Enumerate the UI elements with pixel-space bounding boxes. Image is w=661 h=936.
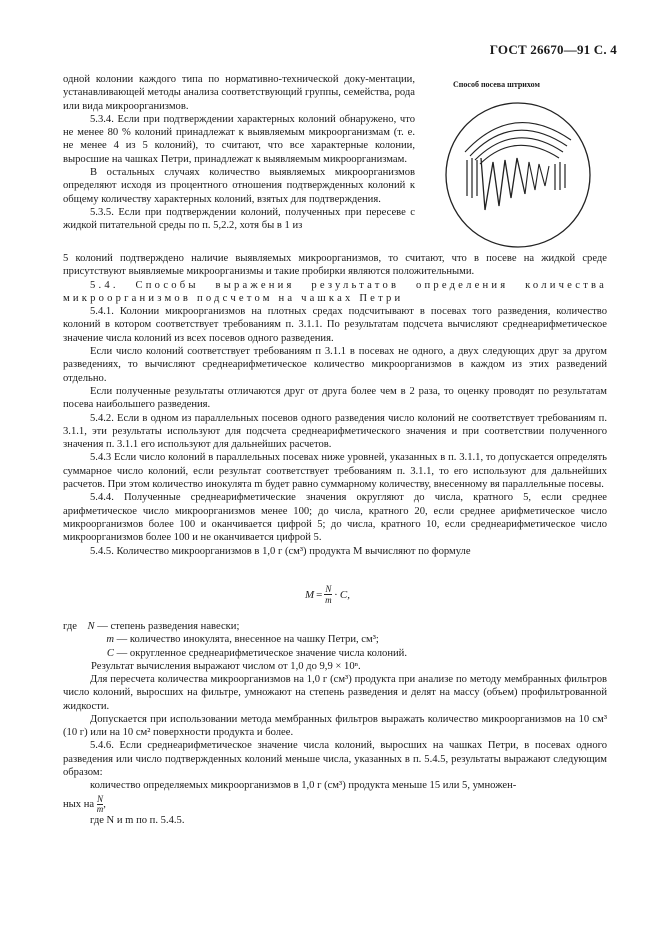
legend-symbol: m <box>106 634 114 646</box>
legend-text: — степень разведения навески; <box>97 621 240 632</box>
legend-row <box>63 647 407 660</box>
legend-symbol: C <box>106 647 114 659</box>
line-text: ных на <box>63 798 95 810</box>
formula-eq: = <box>316 588 323 601</box>
result-line: Результат вычисления выражают числом от 1,0 до 9,9 × 10ⁿ. <box>91 660 361 672</box>
paragraph: одной колонии каждого типа по нормативно-технической доку-ментации, устанавливающей методы анализа соответствующий группы, семейства, рода или вида микроорганизмов. <box>63 74 415 112</box>
formula-fraction <box>324 584 332 605</box>
formula-lhs: M <box>305 588 315 601</box>
paragraph-5-3-5: 5.3.5. Если при подтверждении колоний, полученных при пересеве с жидкой питательной среды по п. 5,2.2, хотя бы в 1 из <box>63 206 415 232</box>
paragraph: В остальных случаях количество выявляемых микроорганизмов определяют исходя из процентного отношения подтвержденных колоний к общему количеству характерных колоний, взятых для подтверждения. <box>63 167 415 205</box>
paragraph: Если число колоний соответствует требованиям п 3.1.1 в посевах не одного, а двух следующих друг за другом разведениях, то вычисляют среднеарифметическое количество микроорганизмов в каждом из этих разведений отдельно. <box>63 346 607 384</box>
formula-denominator: m <box>325 595 332 605</box>
paragraph: 5 колоний подтверждено наличие выявляемых микроорганизмов, то считают, что в посеве на жидкой среде присутствуют выявляемые микроорганизмы и такие пробирки являются положительными. <box>63 253 607 278</box>
paragraph-5-4-5: 5.4.5. Количество микроорганизмов в 1,0 г (см³) продукта M вычисляют по формуле <box>90 545 471 557</box>
figure-caption: Способ посева штрихом <box>453 80 540 89</box>
formula <box>305 584 350 605</box>
streak-method-figure <box>443 100 593 255</box>
paragraph: Допускается при использовании метода мембранных фильтров выражать количество микроорганизмов на 10 см³ (10 г) или на 10 см² поверхности продукта и более. <box>63 713 607 739</box>
bottom-text-block <box>63 673 607 827</box>
paragraph-5-4-6: 5.4.6. Если среднеарифметическое значение числа колоний, выросших на чашках Петри, в посевах одного разведения или число подтвержденных колоний меньше числа, указанных в п. 5.4.5, результаты выражают следующим образом: <box>63 740 607 779</box>
legend-text: — округленное среднеарифметическое значение числа колоний. <box>116 647 407 659</box>
legend-prefix: где <box>63 621 77 632</box>
paragraph-5-4-3: 5.4.3 Если число колоний в параллельных посевах ниже уровней, указанных в п. 3.1.1, то допускается определять суммарное число колоний, если результат соответствует требованиям п. 3.1.1, то его используют для дальнейших расчетов. При этом количество инокулята m будет равно суммарному количеству, внесенному вя параллельные посевы. <box>63 452 607 491</box>
paragraph: Для пересчета количества микроорганизмов на 1,0 г (см³) продукта при анализе по методу мембранных фильтров число колоний, выросших на фильтре, умножают на степень разведения и делят на массу (объем) профильтрованной жидкости. <box>63 674 607 712</box>
legend-row <box>63 633 407 646</box>
formula-rhs: · C, <box>334 588 350 601</box>
paragraph-fraction-line <box>63 795 607 814</box>
formula-legend <box>63 620 407 673</box>
line-text: , <box>103 798 106 810</box>
fraction-numerator: N <box>97 793 104 804</box>
final-line: где N и m по п. 5.4.5. <box>90 814 185 826</box>
paragraph-5-4-2: 5.4.2. Если в одном из параллельных посевов одного разведения число колоний не соответствует требованиям п. 3.1.1, эти результаты используют для подсчета среднеарифметического значения и при соответствии полученного значения п. 3.1.1 его используют для дальнейших расчетов. <box>63 412 607 451</box>
legend-row <box>63 620 407 633</box>
page-header: ГОСТ 26670—91 С. 4 <box>489 42 617 57</box>
main-text-block <box>63 252 607 558</box>
paragraph-5-4-4: 5.4.4. Полученные среднеарифметические значения округляют до числа, кратного 5, если среднее арифметическое число микроорганизмов менее 100; до числа, кратного 20, если среднее арифметическое число микроорганизмов более 100 и оканчивается цифрой 5; до числа, кратного 10, если среднеарифметическое число микроорганизмов более 100 и не оканчивается цифрой 5. <box>63 492 607 544</box>
legend-text: — количество инокулята, внесенное на чашку Петри, см³; <box>116 634 379 646</box>
formula-numerator: N <box>325 584 332 594</box>
section-heading-5-4: 5.4. Способы выражения результатов определения количества микроорганизмов подсчетом на чашках Петри <box>63 279 607 304</box>
paragraph-5-4-1: 5.4.1. Колонии микроорганизмов на плотных средах подсчитывают в посевах того разведения, количество колоний в котором соответствует требованиям п. 3.1.1. По результатам подсчета вычисляют среднеарифметическое значение числа колоний из всех посевов одного разведения. <box>63 306 607 344</box>
fraction-denominator: m <box>96 803 104 814</box>
top-text-block <box>63 73 415 233</box>
paragraph: количество определяемых микроорганизмов в 1,0 г (см³) продукта меньше 15 или 5, умножен- <box>90 780 517 792</box>
paragraph-5-3-4: 5.3.4. Если при подтверждении характерных колоний обнаружено, что не менее 80 % колоний принадлежат к выявляемым микроорганизмам (т. е. не менее 4 из 5 колоний), то считают, что все характерные колонии, выросшие на чашках Петри, принадлежат к выявляемым микроорганизмам. <box>63 113 415 165</box>
paragraph: Если полученные результаты отличаются друг от друга более чем в 2 раза, то оценку проводят по результатам посева наибольшего разведения. <box>63 385 607 411</box>
legend-symbol: N <box>87 621 95 632</box>
